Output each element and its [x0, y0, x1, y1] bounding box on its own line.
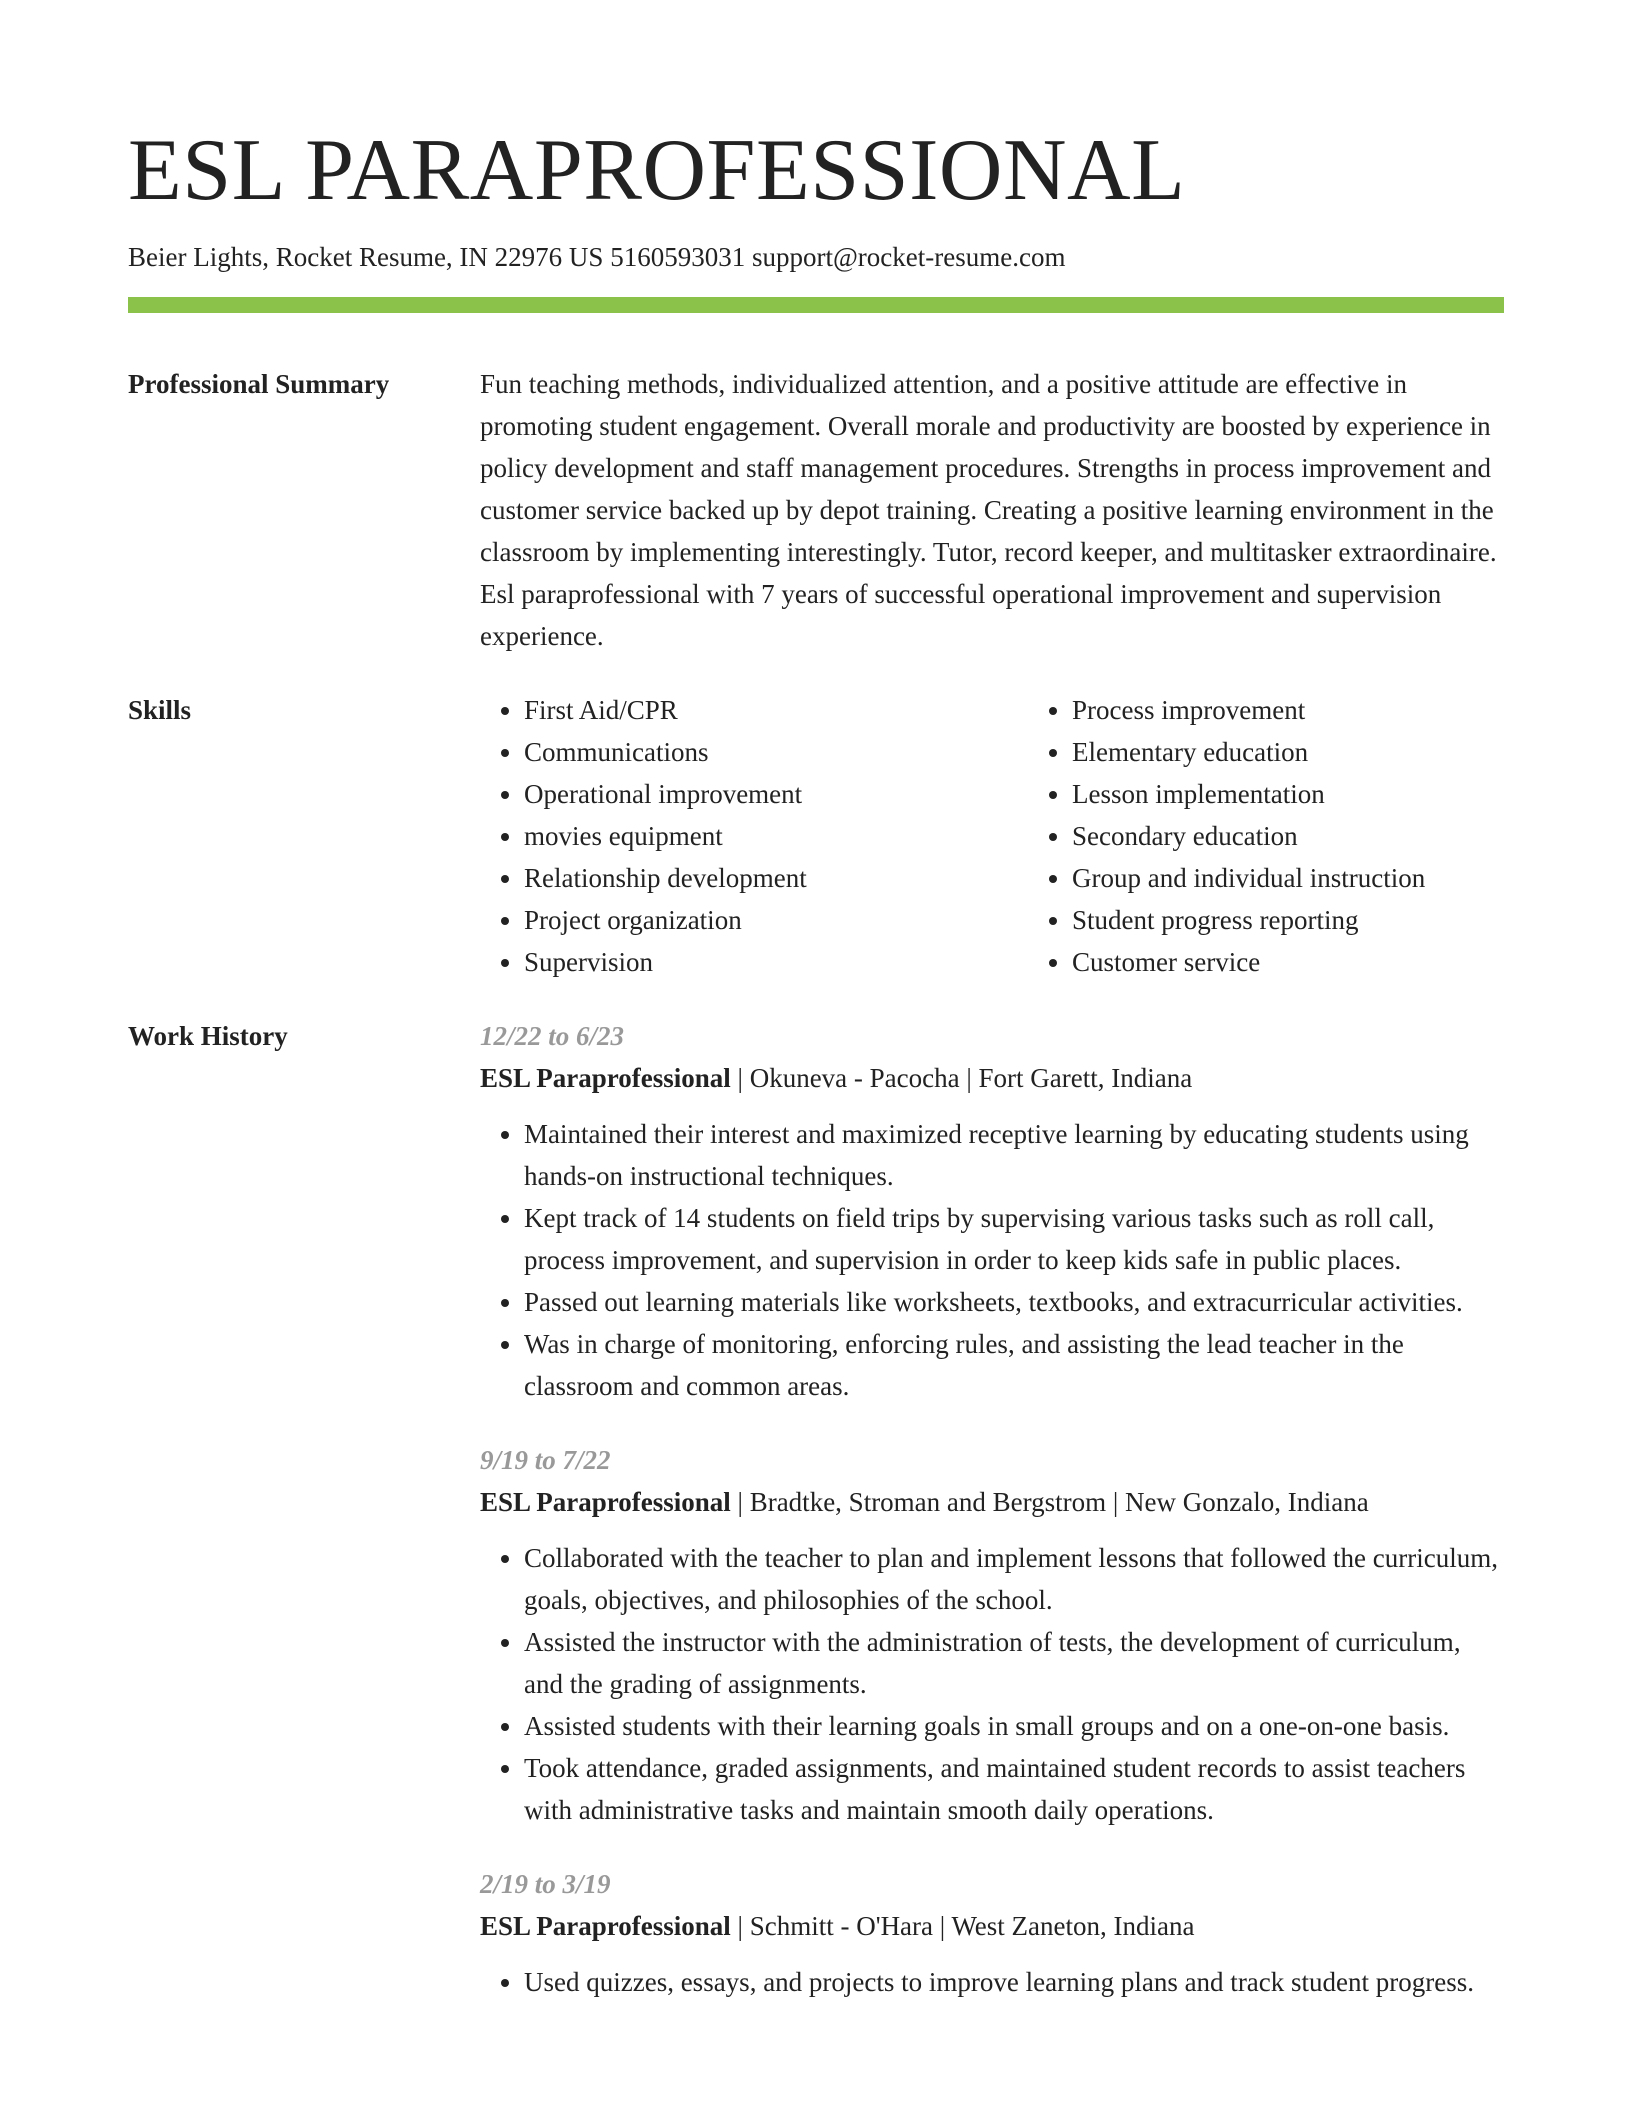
- job-dates: 2/19 to 3/19: [480, 1869, 611, 1899]
- job-bullet: • Used quizzes, essays, and projects to improve learning plans and track student progress.: [524, 1961, 1504, 2003]
- job-heading: [480, 1905, 1504, 1947]
- skill-item: • Relationship development: [524, 857, 1028, 899]
- skill-item: • movies equipment: [524, 815, 1028, 857]
- skill-item: • Group and individual instruction: [1072, 857, 1576, 899]
- skill-item: • Communications: [524, 731, 1028, 773]
- section-label-summary: Professional Summary: [128, 369, 390, 399]
- skill-item: • Project organization: [524, 899, 1028, 941]
- skills-section: [128, 689, 1504, 983]
- contact-line: Beier Lights, Rocket Resume, IN 22976 US 5160593031 support@rocket-resume.com: [128, 242, 1066, 272]
- job-heading: [480, 1481, 1504, 1523]
- job-details: | Okuneva - Pacocha | Fort Garett, Indiana: [730, 1063, 1193, 1093]
- skill-item: • Elementary education: [1072, 731, 1576, 773]
- job-bullet: • Was in charge of monitoring, enforcing rules, and assisting the lead teacher in the classroom and common areas.: [524, 1323, 1504, 1407]
- section-label-skills: Skills: [128, 695, 192, 725]
- job-entry: [480, 1863, 1504, 2003]
- skill-item: • Operational improvement: [524, 773, 1028, 815]
- summary-text: Fun teaching methods, individualized attention, and a positive attitude are effective in promoting student engagement. Overall morale and productivity are boosted by experience in policy development and staff management procedures. Strengths in process improvement and customer service backed up by depot training. Creating a positive learning environment in the classroom by implementing interestingly. Tutor, record keeper, and multitasker extraordinaire. Esl paraprofessional with 7 years of successful operational improvement and supervision experience.: [480, 369, 1497, 651]
- job-title: ESL Paraprofessional: [480, 1911, 731, 1941]
- skill-item: • First Aid/CPR: [524, 689, 1028, 731]
- work-history-section: [128, 1015, 1504, 2035]
- job-details: | Schmitt - O'Hara | West Zaneton, Indiana: [730, 1911, 1195, 1941]
- job-bullet-list: [480, 1537, 1504, 1831]
- job-bullet: • Kept track of 14 students on field trips by supervising various tasks such as roll call, process improvement, and supervision in order to keep kids safe in public places.: [524, 1197, 1504, 1281]
- skill-item: • Customer service: [1072, 941, 1576, 983]
- resume-name: ESL PARAPROFESSIONAL: [128, 122, 1186, 219]
- job-bullet: • Assisted the instructor with the administration of tests, the development of curriculum, and the grading of assignments.: [524, 1621, 1504, 1705]
- resume-page: [128, 0, 1504, 2035]
- professional-summary-section: [128, 363, 1504, 657]
- job-bullet: • Took attendance, graded assignments, and maintained student records to assist teachers with administrative tasks and maintain smooth daily operations.: [524, 1747, 1504, 1831]
- job-details: | Bradtke, Stroman and Bergstrom | New Gonzalo, Indiana: [730, 1487, 1369, 1517]
- skills-columns: [480, 689, 1576, 983]
- job-entry: [480, 1439, 1504, 1831]
- job-dates: 12/22 to 6/23: [480, 1021, 625, 1051]
- job-bullet: • Assisted students with their learning goals in small groups and on a one-on-one basis.: [524, 1705, 1504, 1747]
- skill-item: • Lesson implementation: [1072, 773, 1576, 815]
- section-label-work-history: Work History: [128, 1021, 288, 1051]
- work-history-entries: [480, 1015, 1504, 2035]
- job-bullet: • Maintained their interest and maximized receptive learning by educating students using hands-on instructional techniques.: [524, 1113, 1504, 1197]
- skill-item: • Secondary education: [1072, 815, 1576, 857]
- skill-item: • Supervision: [524, 941, 1028, 983]
- job-dates: 9/19 to 7/22: [480, 1445, 611, 1475]
- skill-item: • Process improvement: [1072, 689, 1576, 731]
- job-bullet: • Passed out learning materials like worksheets, textbooks, and extracurricular activities.: [524, 1281, 1504, 1323]
- job-bullet-list: [480, 1961, 1504, 2003]
- job-bullet-list: [480, 1113, 1504, 1407]
- job-entry: [480, 1015, 1504, 1407]
- job-title: ESL Paraprofessional: [480, 1487, 731, 1517]
- skills-list-right: [1028, 689, 1576, 983]
- header-divider: [128, 297, 1504, 313]
- job-title: ESL Paraprofessional: [480, 1063, 731, 1093]
- job-bullet: • Collaborated with the teacher to plan and implement lessons that followed the curriculum, goals, objectives, and philosophies of the school.: [524, 1537, 1504, 1621]
- job-heading: [480, 1057, 1504, 1099]
- skill-item: • Student progress reporting: [1072, 899, 1576, 941]
- skills-list-left: [480, 689, 1028, 983]
